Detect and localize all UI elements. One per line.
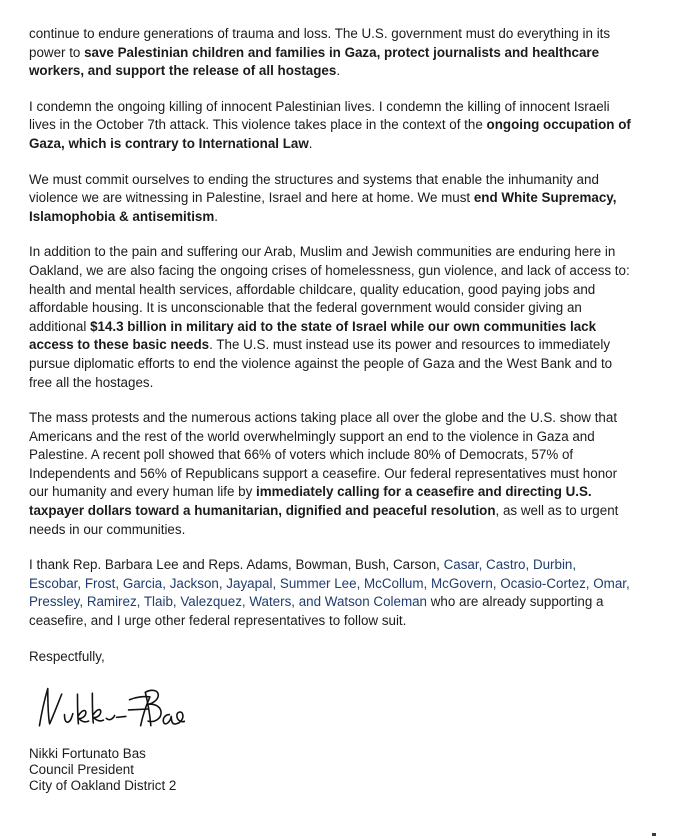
rep-link-jayapal[interactable]: Jayapal [226, 575, 273, 591]
link-separator: , [218, 575, 227, 591]
link-separator: , and [291, 594, 325, 610]
text-segment: I thank Rep. Barbara Lee and Reps. Adams, Bowman, Bush, Carson, [29, 557, 444, 573]
link-separator: , [492, 575, 501, 591]
signer-org: City of Oakland District 2 [29, 777, 177, 793]
rep-link-valezquez[interactable]: Valezquez [180, 594, 242, 610]
closing-block [29, 648, 429, 794]
text-segment: . [308, 135, 313, 151]
text-segment: . The U.S. must instead use its power and resources to immediately pursue diplomatic efforts to end the violence against the people of Gaza and the West Bank and to free all the hostages. [29, 337, 613, 390]
rep-link-mcgovern[interactable]: McGovern [431, 575, 493, 591]
text-segment: . [336, 63, 341, 79]
link-separator: , [115, 575, 123, 591]
rep-link-summer-lee[interactable]: Summer Lee [279, 575, 357, 591]
paragraph-oakland-crises [29, 243, 631, 392]
link-separator: , [77, 575, 85, 591]
rep-link-tlaib[interactable]: Tlaib [143, 594, 173, 610]
text-segment: I condemn the ongoing killing of innocent Palestinian lives. I condemn the killing of innocent Israeli lives in the October 7th attack. This violence takes place in the context of the [29, 98, 610, 133]
rep-link-watson-coleman[interactable]: Watson Coleman [324, 594, 428, 610]
signer-name: Nikki Fortunato Bas [29, 745, 146, 761]
rep-link-waters[interactable]: Waters [249, 594, 292, 610]
link-separator: , [356, 575, 365, 591]
rep-link-durbin[interactable]: Durbin [532, 557, 573, 573]
text-segment: continue to endure generations of trauma and loss. The U.S. government must do everything in its power to [29, 26, 611, 60]
link-separator: , [478, 557, 487, 573]
rep-link-pressley[interactable]: Pressley [29, 594, 80, 610]
signature-svg [35, 683, 185, 735]
rep-link-omar[interactable]: Omar [593, 575, 626, 591]
link-separator: , [162, 575, 170, 591]
link-separator: , [172, 594, 181, 610]
link-separator: , [585, 575, 594, 591]
text-segment: In addition to the pain and suffering our Arab, Muslim and Jewish communities are enduring here in Oakland, we are also facing the ongoing crises of homelessness, gun violence, and lack of access to: health and mental health services, affordable childcare, quality education, good paying jobs and affordable housing. It is unconscionable that the federal government would consider giving an additional [29, 244, 630, 334]
letter-body [29, 25, 631, 648]
rep-link-ocasio-cortez[interactable]: Ocasio-Cortez [500, 575, 586, 591]
link-separator: , [272, 575, 280, 591]
text-segment: save Palestinian children and families in Gaza, protect journalists and healthcare workers, and support the release of all hostages [29, 44, 600, 79]
link-separator: , [423, 575, 431, 591]
paragraph-protests [29, 409, 631, 539]
signer-title: Council President [29, 761, 134, 777]
rep-link-escobar[interactable]: Escobar [29, 575, 78, 591]
text-segment: We must commit ourselves to ending the structures and systems that enable the inhumanity and violence we are witnessing in Palestine, Israel and here at home. We must [29, 171, 599, 206]
paragraph-commit [29, 171, 631, 227]
link-separator: , [572, 557, 577, 573]
link-separator: , [626, 575, 630, 591]
link-separator: , [79, 594, 87, 610]
paragraph-condemn [29, 98, 631, 154]
link-separator: , [241, 594, 250, 610]
text-segment: $14.3 billion in military aid to the state of Israel while our own communities lack access to these basic needs [29, 318, 597, 353]
signature-text-block [29, 746, 429, 794]
text-segment: ongoing occupation of Gaza, which is contrary to International Law [29, 117, 631, 151]
rep-link-jackson[interactable]: Jackson [169, 575, 219, 591]
text-segment: immediately calling for a ceasefire and directing U.S. taxpayer dollars toward a humanitarian, dignified and peaceful resolution [29, 484, 592, 519]
text-segment: , as well as to urgent needs in our communities. [29, 503, 619, 537]
text-segment: end White Supremacy, Islamophobia & antisemitism [29, 190, 617, 224]
rep-link-frost[interactable]: Frost [84, 575, 116, 591]
rep-link-ramirez[interactable]: Ramirez [86, 594, 137, 610]
text-segment: The mass protests and the numerous actions taking place all over the globe and the U.S. show that Americans and the rest of the world overwhelmingly support an end to the violence in Gaza and Palestine. A recent poll showed that 66% of voters which include 80% of Democrats, 57% of Independents and 56% of Republicans support a ceasefire. Our federal representatives must honor our humanity and every human life by [29, 410, 618, 500]
link-separator: , [136, 594, 144, 610]
signature-image [35, 683, 185, 735]
closing-salutation: Respectfully, [29, 649, 105, 664]
rep-link-garcia[interactable]: Garcia [122, 575, 163, 591]
rep-link-casar[interactable]: Casar [443, 557, 479, 573]
paragraph-thanks [29, 556, 631, 630]
rep-link-castro[interactable]: Castro [486, 557, 526, 573]
link-separator: , [525, 557, 533, 573]
rep-link-mccollum[interactable]: McCollum [364, 575, 424, 591]
text-segment: . [214, 208, 219, 224]
paragraph-hostages [29, 25, 631, 81]
text-segment: who are already supporting a ceasefire, and I urge other federal representatives to follow suit. [29, 594, 604, 629]
scan-artifact-dot [652, 833, 656, 836]
